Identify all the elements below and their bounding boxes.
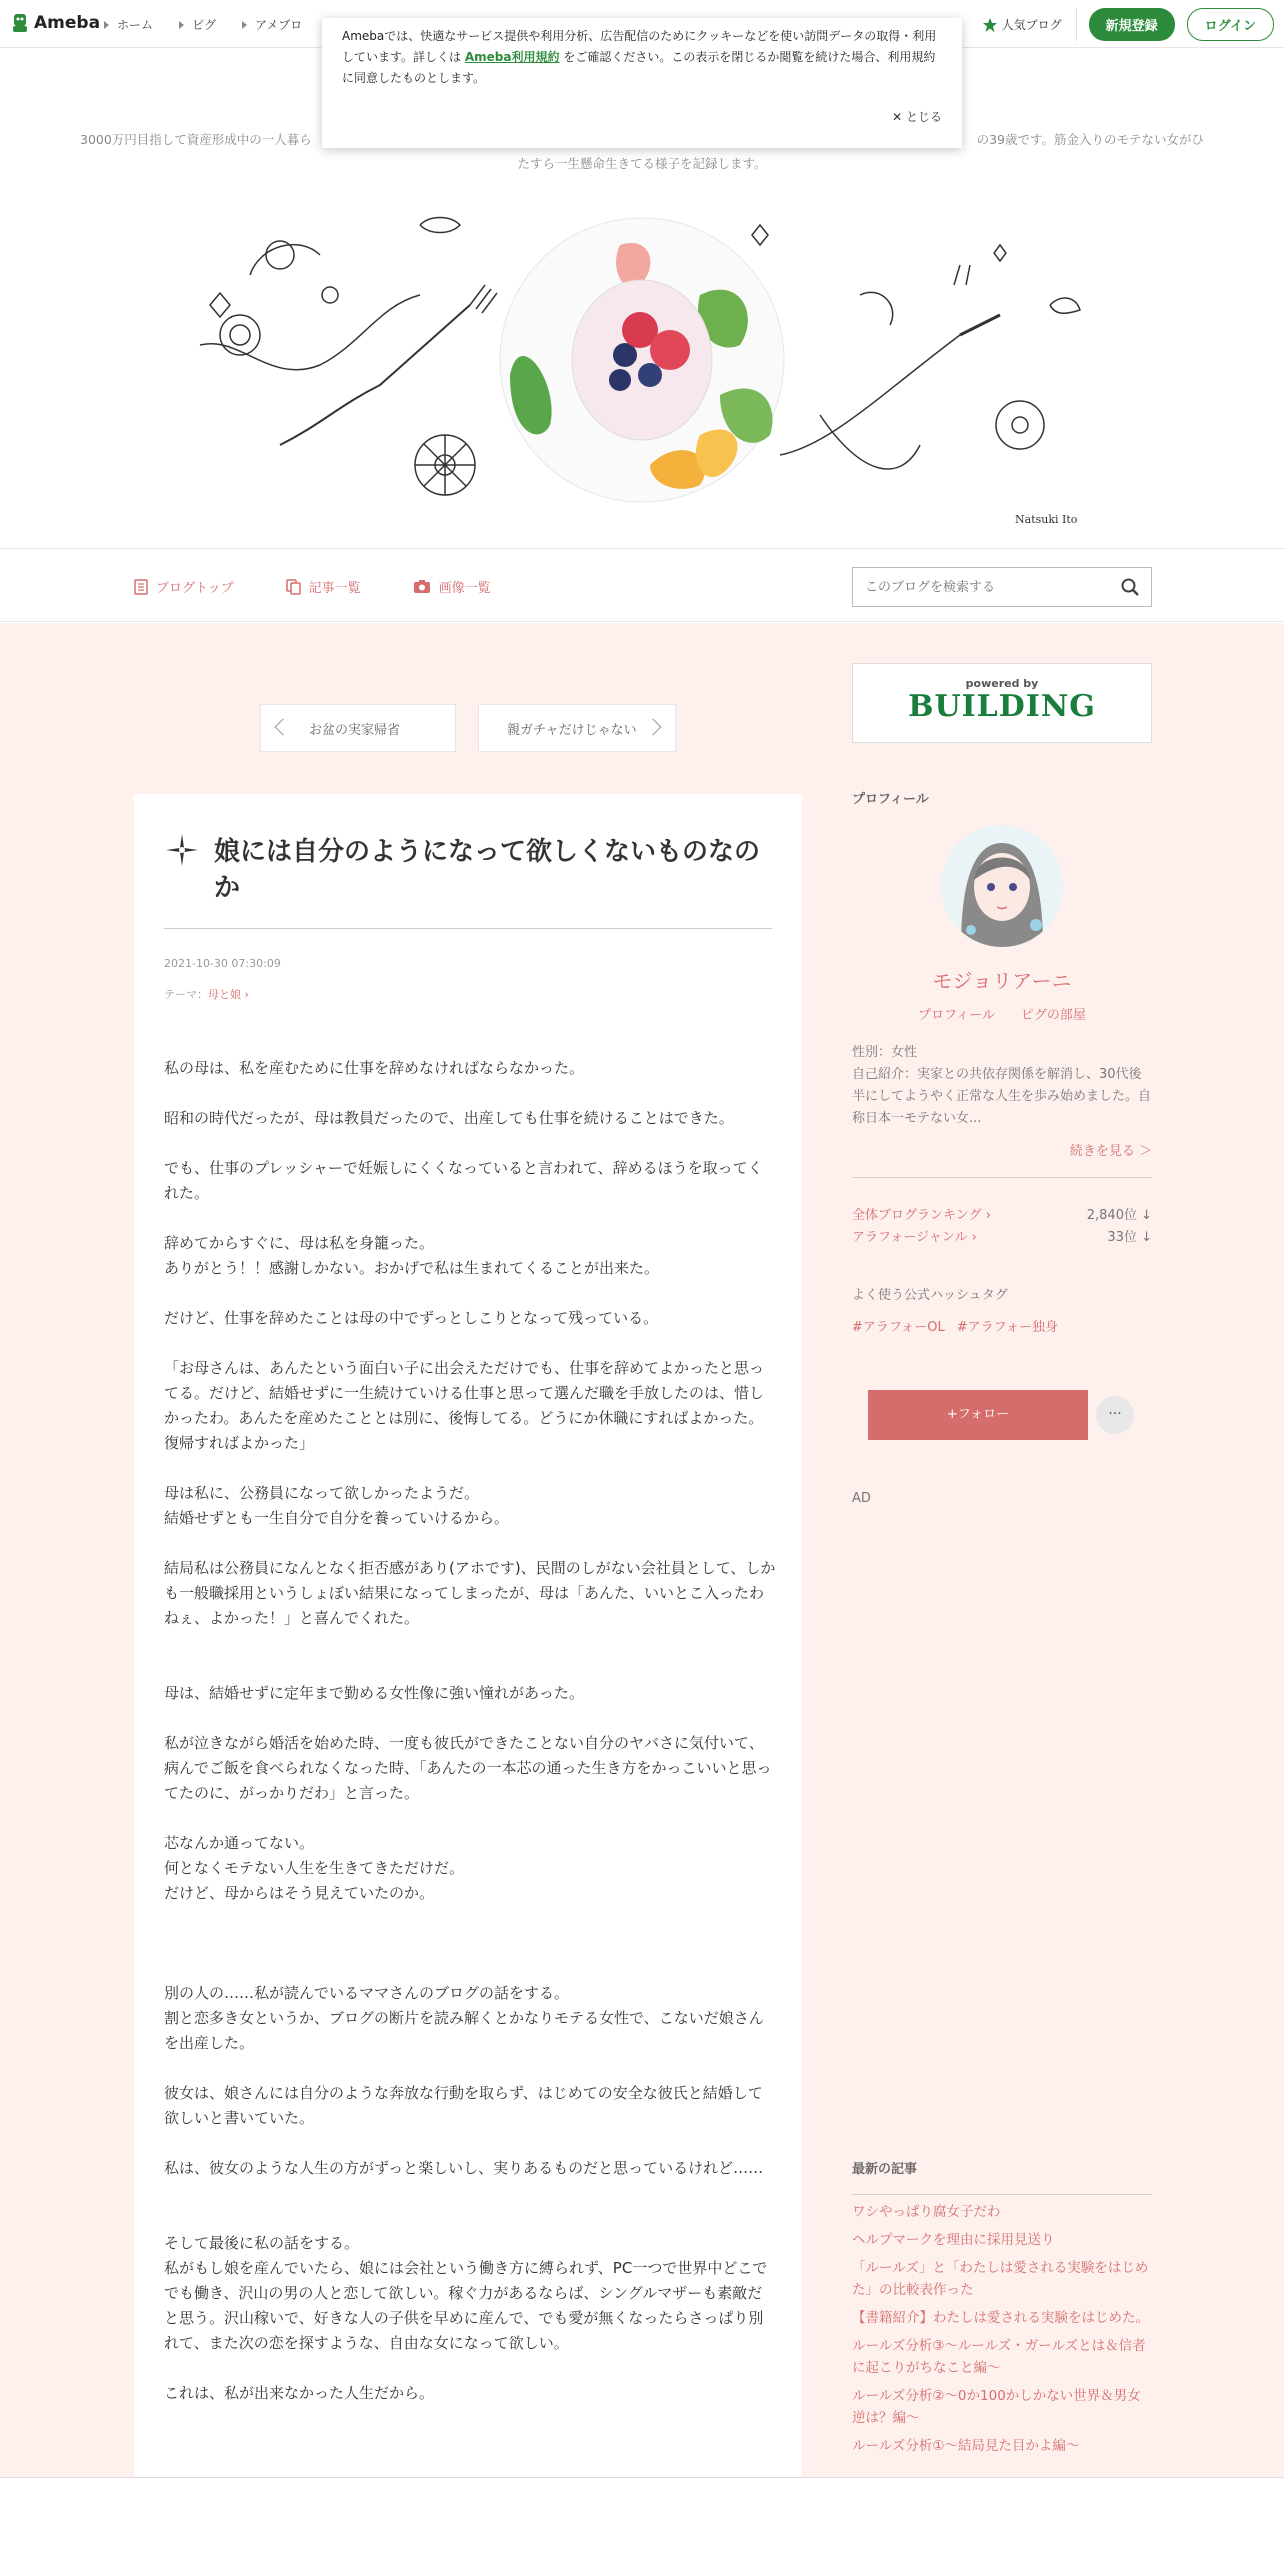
recent-entry-link[interactable]: ヘルプマークを理由に採用見送り [852,2232,1055,2248]
description-left: 3000万円目指して資産形成中の一人暮ら [80,132,312,147]
footer [0,2477,1284,2568]
article-paragraph: 私がもし娘を産んでいたら、娘には会社という働き方に縛られず、PC一つで世界中どこででも働き、沢山の男の人と恋して欲しい。稼ぐ力があるならば、シングルマザーも素敵だと思う。沢山稼いで、好きな人の子供を早めに産んで、でも愛が無くなったらさっぱり別れて、また次の恋を探すような、自由な女になって欲しい。 [164,2259,768,2352]
crown-star-icon [982,17,998,33]
article-paragraph: これは、私が出来なかった人生だから。 [164,2384,435,2402]
ranking-overall[interactable]: 全体ブログランキング › 2,840位 ↓ [852,1208,1152,1223]
nav-blog-top[interactable] [134,577,234,596]
paragraph-spacer [164,1656,776,1681]
cookie-text-1: Amebaでは、快適なサービス提供や利用分析、広告配信のためにクッキーなどを使い訪問データの取得・利用しています。詳しくは [342,29,937,64]
ad-label: AD [852,1491,871,1506]
article-body [164,1056,776,2406]
hashtag-list [852,1316,1058,1335]
avatar-illustration [941,825,1063,947]
article-paragraph: 芯なんか通ってない。 [164,1834,315,1852]
ameba-mascot-icon [10,12,30,34]
article-paragraph: 私は、彼女のような人生の方がずっと楽しいし、実りあるものだと思っているけれど…… [164,2159,764,2177]
paragraph-spacer [164,1631,776,1656]
pigg-room-link[interactable]: ピグの部屋 [1020,1008,1086,1023]
nav-images-label: 画像一覧 [438,581,491,596]
paragraph-spacer [164,1906,776,1931]
nav-entries-label: 記事一覧 [308,581,361,596]
ranking-overall-value: 2,840位 [1086,1208,1137,1223]
recent-entry-link[interactable]: ワシやっぱり腐女子だわ [852,2204,1001,2220]
paragraph-spacer [164,1081,776,1106]
read-more-link[interactable]: 続きを見る ＞ [1069,1144,1152,1159]
paragraph-spacer [164,1956,776,1981]
ranking-overall-label: 全体ブログランキング [852,1208,982,1223]
article-paragraph: 「お母さんは、あんたという面白い子に出会えただけでも、仕事を辞めてよかったと思ってる。だけど、結婚せずに一生続けていける仕事と思って選んだ職を手放したのは、惜しかったわ。あんたを産めたこととは別に、後悔してる。どうにか休職にすればよかった。復帰すればよかった」 [164,1359,765,1452]
recent-heading: 最新の記事 [852,2162,918,2177]
article-paragraph: 昭和の時代だったが、母は教員だったので、出産しても仕事を続けることはできた。 [164,1109,734,1127]
paragraph-spacer [164,1806,776,1831]
theme-label: テーマ： [164,988,208,1001]
recent-entries [852,2194,1152,2463]
blog-nav-items [134,577,491,596]
recent-entry-link[interactable]: 【書籍紹介】わたしは愛される実験をはじめた。 [852,2310,1149,2326]
article-paragraph: 彼女は、娘さんには自分のような奔放な行動を取らず、はじめての安全な彼氏と結婚して欲しいと書いていた。 [164,2084,763,2127]
sponsor-brand: BUILDING [908,689,1096,724]
paragraph-spacer [164,1706,776,1731]
profile-name[interactable]: モジョリアーニ [932,969,1072,993]
title-divider [164,928,772,929]
recent-entry-link[interactable]: ルールズ分析③～ルールズ・ガールズとは＆信者に起こりがちなこと編～ [852,2338,1146,2376]
article-paragraph: ありがとう！！感謝しかない。おかげで私は生まれてくることが出来た。 [164,1259,660,1277]
article-paragraph: 割と恋多き女というか、ブログの断片を読み解くとかなりモテる女性で、こないだ娘さんを出産した。 [164,2009,764,2052]
article [134,794,802,2477]
description-line2: たすら一生懸命生きてる様子を記録します。 [517,156,767,171]
blog-search [852,567,1152,607]
paragraph-spacer [164,2131,776,2156]
profile-gender: 性別：女性 [852,1045,918,1060]
paragraph-spacer [164,1456,776,1481]
article-title: 娘には自分のようになって欲しくないものなのか [214,837,761,903]
article-paragraph: 私が泣きながら婚活を始めた時、一度も彼氏ができたことない自分のヤバさに気付いて、病んでご飯を食べられなくなった時、「あんたの一本芯の通った生き方をかっこいいと思ってたのに、がっかりだわ」と言った。 [164,1734,772,1802]
recent-entry-link[interactable]: ルールズ分析②～0か100かしかない世界＆男女逆は？編～ [852,2388,1141,2426]
nav-home[interactable]: ホーム [104,16,153,33]
ameba-logo[interactable] [10,12,100,34]
paragraph-spacer [164,2356,776,2381]
nav-images[interactable] [413,577,491,596]
sponsor-small-text: powered by [965,677,1039,690]
paragraph-spacer [164,1331,776,1356]
paragraph-spacer [164,2181,776,2206]
cookie-text-2: をご確認ください。この表示を閉じるか閲覧を続けた場合、利用規約に同意したものとします。 [342,50,936,85]
article-paragraph: 別の人の……私が読んでいるママさんのブログの話をする。 [164,1984,570,2002]
article-paragraph: 母は、結婚せずに定年まで勤める女性像に強い憧れがあった。 [164,1684,584,1702]
close-label: とじる [905,110,942,124]
profile-info [852,1042,1152,1130]
blog-nav [0,548,1284,622]
profile-intro: 自己紹介：実家との共依存関係を解消し、30代後半にしてようやく正常な人生を歩み始めました。自称日本一モテない女... [852,1067,1152,1126]
paragraph-spacer [164,2206,776,2231]
nav-ameblo[interactable]: アメブロ [242,16,302,33]
search-input[interactable] [853,568,1103,606]
cookie-notice [322,18,962,148]
prev-entry-link[interactable]: お盆の実家帰省 [260,704,456,752]
sidebar-divider [852,1177,1152,1178]
popular-blog-label: 人気ブログ [1001,18,1062,32]
article-paragraph: 辞めてからすぐに、母は私を身籠った。 [164,1234,435,1252]
article-paragraph: 何となくモテない人生を生きてきただけだ。 [164,1859,465,1877]
article-paragraph: だけど、母からはそう見えていたのか。 [164,1884,435,1902]
avatar[interactable] [941,825,1063,947]
header-signature: Natsuki Ito [1015,513,1078,526]
register-button[interactable]: 新規登録 [1089,8,1175,41]
blog-header-image[interactable] [180,185,1104,535]
nav-entries[interactable] [286,577,361,596]
nav-blog-top-label: ブログトップ [156,581,234,596]
terms-link[interactable]: Ameba利用規約 [464,50,560,64]
profile-heading: プロフィール [852,792,929,807]
follow-button[interactable]: +フォロー [868,1390,1088,1440]
description-right: の39歳です。筋金入りのモテない女がひ [976,132,1204,147]
sponsor-banner[interactable] [852,663,1152,743]
global-nav [104,16,302,33]
article-date: 2021-10-30 07:30:09 [164,957,281,970]
hashtag-heading: よく使う公式ハッシュタグ [852,1288,1008,1303]
hashtag-item[interactable]: #アラフォーOL [852,1320,945,1335]
recent-entry-link[interactable]: 「ルールズ」と「わたしは愛される実験をはじめた」の比較表作った [852,2260,1149,2298]
ranking-genre-label: アラフォージャンル [852,1230,968,1245]
profile-link[interactable]: プロフィール [918,1008,995,1023]
profile-links [852,1004,1152,1023]
more-options-button[interactable]: ··· [1096,1396,1134,1434]
article-paragraph: そして最後に私の話をする。 [164,2234,360,2252]
popular-blog-link[interactable] [982,9,1077,41]
nav-pigg[interactable]: ピグ [179,16,216,33]
login-button[interactable]: ログイン [1187,8,1274,41]
theme-link[interactable]: 母と娘 [208,988,241,1001]
ranking-genre[interactable]: アラフォージャンル › 33位 ↓ [852,1230,1152,1245]
cookie-close-button[interactable]: ✕ とじる [892,110,942,124]
document-icon [134,579,148,595]
article-paragraph: でも、仕事のプレッシャーで妊娠しにくくなっていると言われて、辞めるほうを取ってくれた。 [164,1159,763,1202]
article-paragraph: だけど、仕事を辞めたことは母の中でずっとしこりとなって残っている。 [164,1309,659,1327]
article-paragraph: 結局私は公務員になんとなく拒否感があり(アホです)、民間のしがない会社員として、しかも一般職採用というしょぼい結果になってしまったが、母は「あんた、いいとこ入ったわねぇ、よかった！」と喜んでくれた。 [164,1559,776,1627]
next-entry-link[interactable]: 親ガチャだけじゃない [478,704,676,752]
article-paragraph: 私の母は、私を産むために仕事を辞めなければならなかった。 [164,1059,585,1077]
camera-icon [413,579,431,594]
article-paragraph: 母は私に、公務員になって欲しかったようだ。 [164,1484,480,1502]
search-icon[interactable] [1121,578,1139,596]
paragraph-spacer [164,1206,776,1231]
paragraph-spacer [164,1531,776,1556]
hashtag-item[interactable]: #アラフォー独身 [956,1320,1058,1335]
article-theme: テーマ：母と娘 › [164,988,249,1001]
paragraph-spacer [164,2056,776,2081]
recent-entry-link[interactable]: ルールズ分析①～結局見た目かよ編～ [852,2438,1080,2454]
paragraph-spacer [164,1281,776,1306]
copy-icon [286,579,301,595]
paragraph-spacer [164,1931,776,1956]
logo-text: Ameba [34,13,101,33]
sparkle-icon [164,832,200,868]
ranking-genre-value: 33位 [1107,1230,1137,1245]
article-paragraph: 結婚せずとも一生自分で自分を養っていけるから。 [164,1509,510,1527]
paragraph-spacer [164,1131,776,1156]
header-actions [982,8,1274,41]
